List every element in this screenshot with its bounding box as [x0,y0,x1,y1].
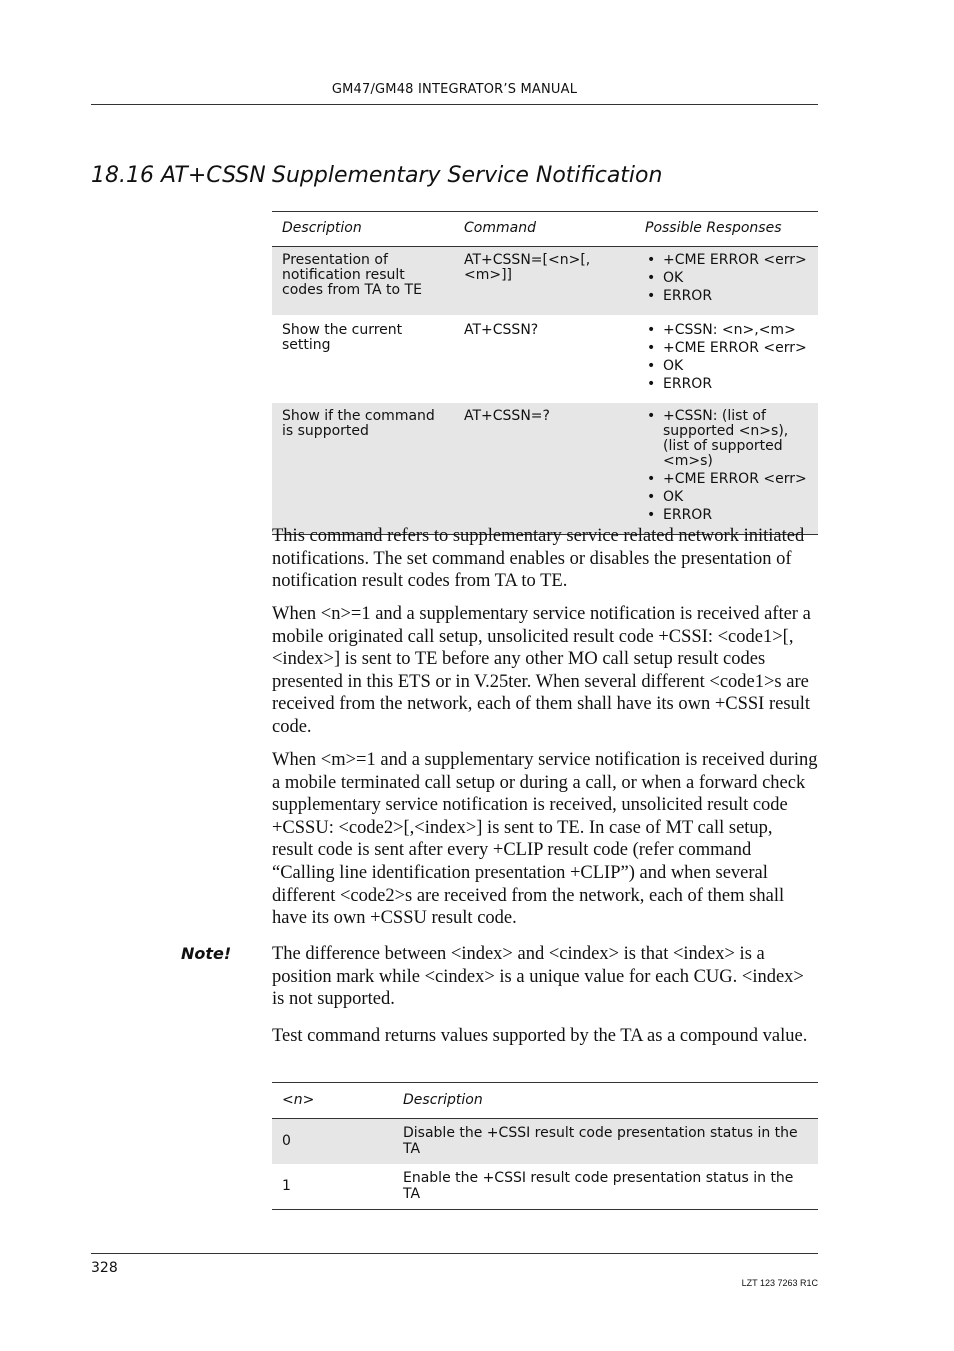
section-number: 18.16 AT+CSSN [91,163,266,188]
row-responses [635,403,818,535]
note-text: The difference between <index> and <cindex> is that <index> is a position mark while <cindex> is a unique value for each CUG. <index> is not supported. [272,944,804,1010]
response-item: • +CME ERROR <err> [645,253,808,268]
body-paragraph: Test command returns values supported by the TA as a compound value. [272,1026,808,1046]
row-command: AT+CSSN? [464,322,539,338]
response-item: • +CSSN: <n>,<m> [645,323,808,338]
table-row [272,315,818,403]
body-paragraph: When <n>=1 and a supplementary service notification is received after a mobile originated call setup, unsolicited result code +CSSI: <code1>[,<index>] is sent to TE before any other MO call setup result codes presented in this ETS or in V.25ter. When several different <code1>s are received from the network, each of them shall have its own +CSSI result code. [272,604,811,737]
response-item: • ERROR [645,377,808,392]
response-item: • OK [645,359,808,374]
response-item: • OK [645,490,808,505]
response-item: • OK [645,271,808,286]
col-header-command: Command [454,212,635,247]
note-label: Note! [181,944,232,963]
value-table [272,1082,818,1210]
table-row [272,247,818,316]
header-rule [91,104,818,105]
col-header-description: Description [272,212,454,247]
table-row [272,1164,818,1210]
running-header: GM47/GM48 INTEGRATOR’S MANUAL [331,82,578,97]
response-item: • +CSSN: (list of supported <n>s),(list of supported <m>s) [645,409,808,469]
row-description: Show if the command is supported [272,403,454,535]
row-responses [635,247,818,316]
command-table [272,211,818,535]
table-row [272,403,818,535]
response-item: • ERROR [645,508,808,523]
value-cell: 1 [272,1164,393,1210]
value-description: Enable the +CSSI result code presentation status in the TA [393,1164,818,1210]
page-number: 328 [91,1260,118,1276]
value-cell: 0 [272,1119,393,1165]
body-paragraph: This command refers to supplementary service related network initiated notifications. The set command enables or disables the presentation of notification result codes from TA to TE. [272,526,805,592]
body-paragraph: When <m>=1 and a supplementary service notification is received during a mobile terminated call setup or during a call, or when a forward check supplementary service notification is received, unsolicited result code +CSSU: <code2>[,<index>] is sent to TE. In case of MT call setup, result code is sent after every +CLIP result code (refer command “Calling line identification presentation +CLIP”) and when several different <code2>s are received from the network, each of them shall have its own +CSSU result code. [272,750,818,929]
section-heading [91,163,662,188]
row-description: Presentation of notification result codes from TA to TE [272,247,454,316]
row-command: AT+CSSN=? [454,403,635,535]
row-description: Show the current setting [282,322,403,353]
col-header-description: Description [393,1083,818,1119]
value-table-header [272,1083,818,1119]
document-id: LZT 123 7263 R1C [741,1278,818,1288]
value-description: Disable the +CSSI result code presentation status in the TA [393,1119,818,1165]
row-responses [635,315,818,403]
response-item: • ERROR [645,289,808,304]
col-header-n: <n> [272,1083,393,1119]
command-table-header [272,212,818,247]
response-item: • +CME ERROR <err> [645,472,808,487]
row-command: AT+CSSN=[<n>[,<m>]] [454,247,635,316]
section-title: Supplementary Service Notification [272,163,663,188]
footer-rule [91,1253,818,1254]
response-item: • +CME ERROR <err> [645,341,808,356]
table-row [272,1119,818,1165]
col-header-responses: Possible Responses [635,212,818,247]
